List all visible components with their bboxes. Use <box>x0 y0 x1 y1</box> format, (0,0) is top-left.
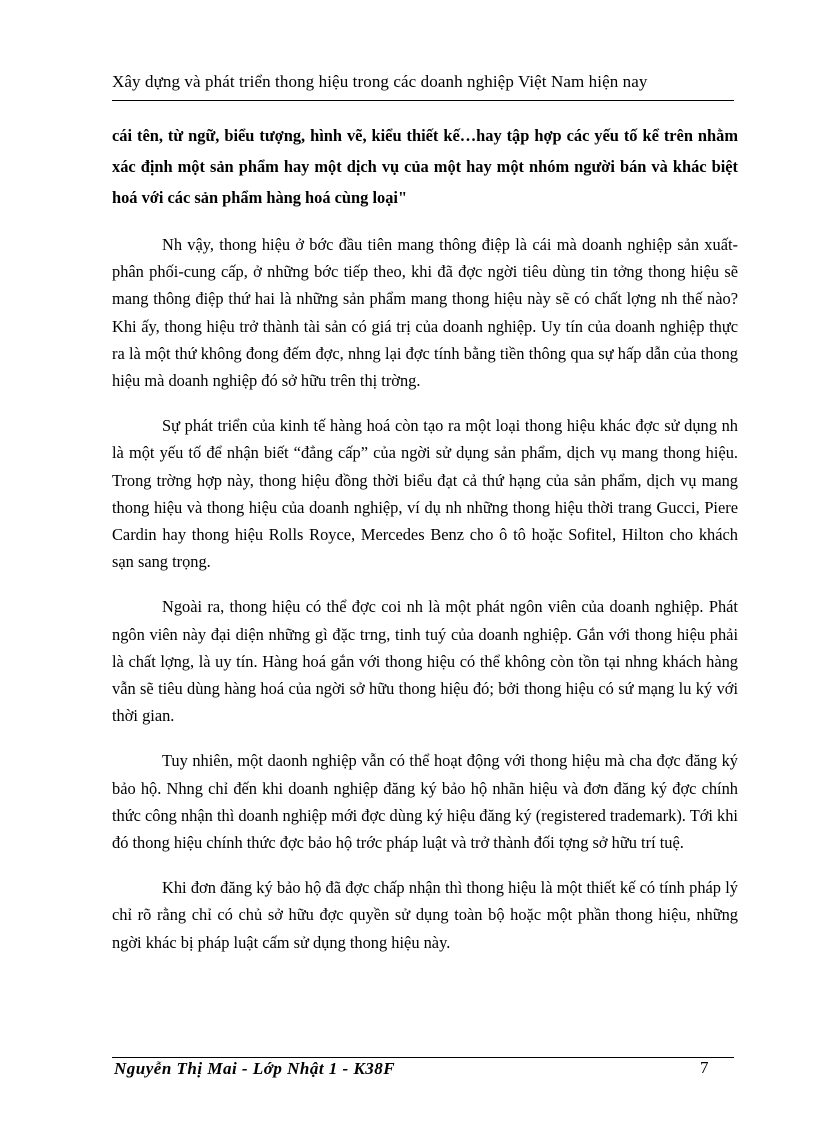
quote-continuation: cái tên, từ ngữ, biểu tượng, hình vẽ, kiểu thiết kế…hay tập hợp các yếu tố kể trên nhằm xác định một sản phẩm hay một dịch vụ của một hay một nhóm người bán và khác biệt hoá với các sản phẩm hàng hoá cùng loại" <box>112 126 738 207</box>
paragraph-2: Sự phát triển của kinh tế hàng hoá còn tạo ra một loại thong hiệu khác đợc sử dụng nh là một yếu tố để nhận biết “đẳng cấp” của ngời sử dụng sản phẩm, dịch vụ mang thong hiệu. Trong trờng hợp này, thong hiệu đồng thời biểu đạt cả thứ hạng của sản phẩm, dịch vụ mang thong hiệu và thong hiệu của doanh nghiệp, ví dụ nh những thong hiệu thời trang Gucci, Piere Cardin hay thong hiệu Rolls Royce, Mercedes Benz cho ô tô hoặc Sofitel, Hilton cho khách sạn sang trọng. <box>112 416 738 572</box>
footer-author: Nguyễn Thị Mai - Lớp Nhật 1 - K38F <box>114 1059 396 1078</box>
paragraph-1: Nh vậy, thong hiệu ở bớc đầu tiên mang thông điệp là cái mà doanh nghiệp sản xuất-phân phối-cung cấp, ở những bớc tiếp theo, khi đã đợc ngời tiêu dùng tin tởng thong hiệu sẽ mang thông điệp thứ hai là những sản phẩm mang thong hiệu này sẽ có chất lợng nh thế nào? Khi ấy, thong hiệu trở thành tài sản có giá trị của doanh nghiệp. Uy tín của doanh nghiệp thực ra là một thứ không đong đếm đợc, nhng lại đợc tính bằng tiền thông qua sự hấp dẫn của thong hiệu mà doanh nghiệp đó sở hữu trên thị trờng. <box>112 235 738 391</box>
paragraph-5: Khi đơn đăng ký bảo hộ đã đợc chấp nhận thì thong hiệu là một thiết kế có tính pháp lý chỉ rõ rằng chỉ có chủ sở hữu đợc quyền sử dụng toàn bộ hoặc một phần thong hiệu, những ngời khác bị pháp luật cấm sử dụng thong hiệu này. <box>112 878 738 952</box>
paragraph-3: Ngoài ra, thong hiệu có thể đợc coi nh là một phát ngôn viên của doanh nghiệp. Phát ngôn viên này đại diện những gì đặc trng, tinh tuý của doanh nghiệp. Gắn với thong hiệu phải là chất lợng, là uy tín. Hàng hoá gắn với thong hiệu có thể không còn tồn tại nhng khách hàng vẫn sẽ tiêu dùng hàng hoá của ngời sở hữu thong hiệu đó; bởi thong hiệu có sứ mạng lu ký với thời gian. <box>112 597 738 726</box>
header-divider <box>112 100 734 101</box>
page-body <box>112 120 738 974</box>
page-number: 7 <box>700 1058 709 1077</box>
running-header: Xây dựng và phát triển thong hiệu trong các doanh nghiệp Việt Nam hiện nay <box>112 72 648 91</box>
footer-divider <box>112 1057 734 1058</box>
paragraph-4: Tuy nhiên, một daonh nghiệp vẫn có thể hoạt động với thong hiệu mà cha đợc đăng ký bảo hộ. Nhng chỉ đến khi doanh nghiệp đăng ký bảo hộ nhãn hiệu và đơn đăng ký đợc chính thức công nhận thì doanh nghiệp mới đợc dùng ký hiệu đăng ký (registered trademark). Tới khi đó thong hiệu chính thức đợc bảo hộ trớc pháp luật và trở thành đối tợng sở hữu trí tuệ. <box>112 751 738 853</box>
